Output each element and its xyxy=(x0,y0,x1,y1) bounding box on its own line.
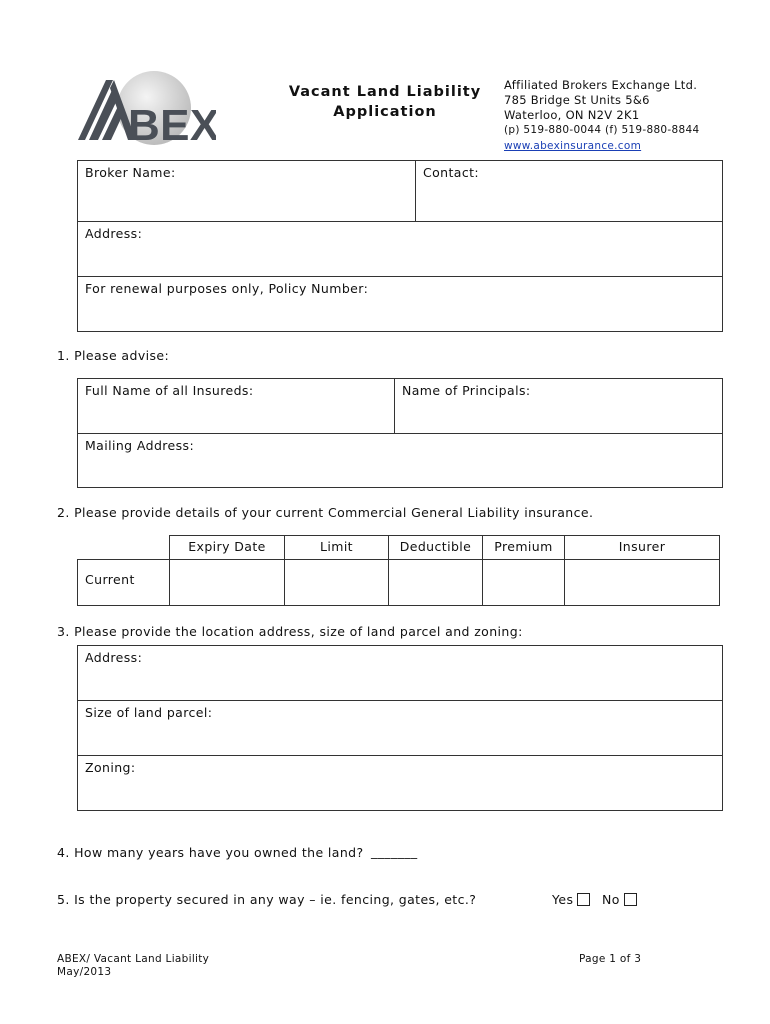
contact-label: Contact: xyxy=(423,165,480,180)
question-3: 3. Please provide the location address, size of land parcel and zoning: xyxy=(57,624,523,639)
yes-option xyxy=(552,892,590,907)
question-1: 1. Please advise: xyxy=(57,348,170,363)
location-address-label: Address: xyxy=(85,650,143,665)
no-label: No xyxy=(602,892,620,907)
zoning-field[interactable] xyxy=(77,755,723,811)
company-website-link[interactable]: www.abexinsurance.com xyxy=(504,140,642,152)
form-title-line1: Vacant Land Liability xyxy=(288,84,482,100)
svg-text:BEX: BEX xyxy=(128,101,216,146)
principals-label: Name of Principals: xyxy=(402,383,531,398)
row-current-label: Current xyxy=(85,572,135,587)
col-insurer xyxy=(564,535,720,560)
footer-form-name: ABEX/ Vacant Land Liability xyxy=(57,953,210,965)
col-premium xyxy=(482,535,565,560)
no-checkbox[interactable] xyxy=(624,893,637,906)
form-title-line2: Application xyxy=(333,104,437,120)
land-size-label: Size of land parcel: xyxy=(85,705,213,720)
broker-name-field[interactable] xyxy=(77,160,416,222)
current-deductible-field[interactable] xyxy=(388,559,483,606)
company-address-line2: Waterloo, ON N2V 2K1 xyxy=(504,108,640,122)
years-owned-field[interactable]: _______ xyxy=(371,844,418,859)
current-premium-field[interactable] xyxy=(482,559,565,606)
current-expiry-date-field[interactable] xyxy=(169,559,285,606)
policy-number-label: For renewal purposes only, Policy Number: xyxy=(85,281,369,296)
principals-field[interactable] xyxy=(394,378,723,434)
yes-label: Yes xyxy=(552,892,574,907)
abex-logo-graphic xyxy=(76,66,216,146)
form-title xyxy=(270,82,500,122)
company-name: Affiliated Brokers Exchange Ltd. xyxy=(504,78,698,92)
policy-number-field[interactable] xyxy=(77,276,723,332)
current-insurer-field[interactable] xyxy=(564,559,720,606)
footer-left xyxy=(57,953,209,979)
broker-address-label: Address: xyxy=(85,226,143,241)
company-info xyxy=(504,78,699,154)
broker-name-label: Broker Name: xyxy=(85,165,176,180)
location-address-field[interactable] xyxy=(77,645,723,701)
col-expiry-date xyxy=(169,535,285,560)
zoning-label: Zoning: xyxy=(85,760,136,775)
yes-checkbox[interactable] xyxy=(577,893,590,906)
mailing-address-field[interactable] xyxy=(77,433,723,488)
mailing-address-label: Mailing Address: xyxy=(85,438,195,453)
page-number: Page 1 of 3 xyxy=(579,953,642,965)
contact-field[interactable] xyxy=(415,160,723,222)
col-limit-label: Limit xyxy=(320,539,353,554)
col-insurer-label: Insurer xyxy=(618,539,666,554)
col-expiry-date-label: Expiry Date xyxy=(188,539,266,554)
col-deductible xyxy=(388,535,483,560)
abex-logo xyxy=(76,66,216,146)
company-address-line1: 785 Bridge St Units 5&6 xyxy=(504,93,650,107)
row-current xyxy=(77,559,170,606)
company-phone: (p) 519-880-0044 (f) 519-880-8844 xyxy=(504,124,700,136)
col-limit xyxy=(284,535,389,560)
insureds-name-field[interactable] xyxy=(77,378,395,434)
question-2: 2. Please provide details of your current Commercial General Liability insurance. xyxy=(57,505,594,520)
land-size-field[interactable] xyxy=(77,700,723,756)
current-limit-field[interactable] xyxy=(284,559,389,606)
col-premium-label: Premium xyxy=(494,539,553,554)
insureds-name-label: Full Name of all Insureds: xyxy=(85,383,254,398)
col-deductible-label: Deductible xyxy=(399,539,472,554)
question-4: 4. How many years have you owned the land? xyxy=(57,845,364,860)
broker-address-field[interactable] xyxy=(77,221,723,277)
footer-date: May/2013 xyxy=(57,966,112,978)
no-option xyxy=(602,892,637,907)
question-5: 5. Is the property secured in any way – ie. fencing, gates, etc.? xyxy=(57,892,477,907)
